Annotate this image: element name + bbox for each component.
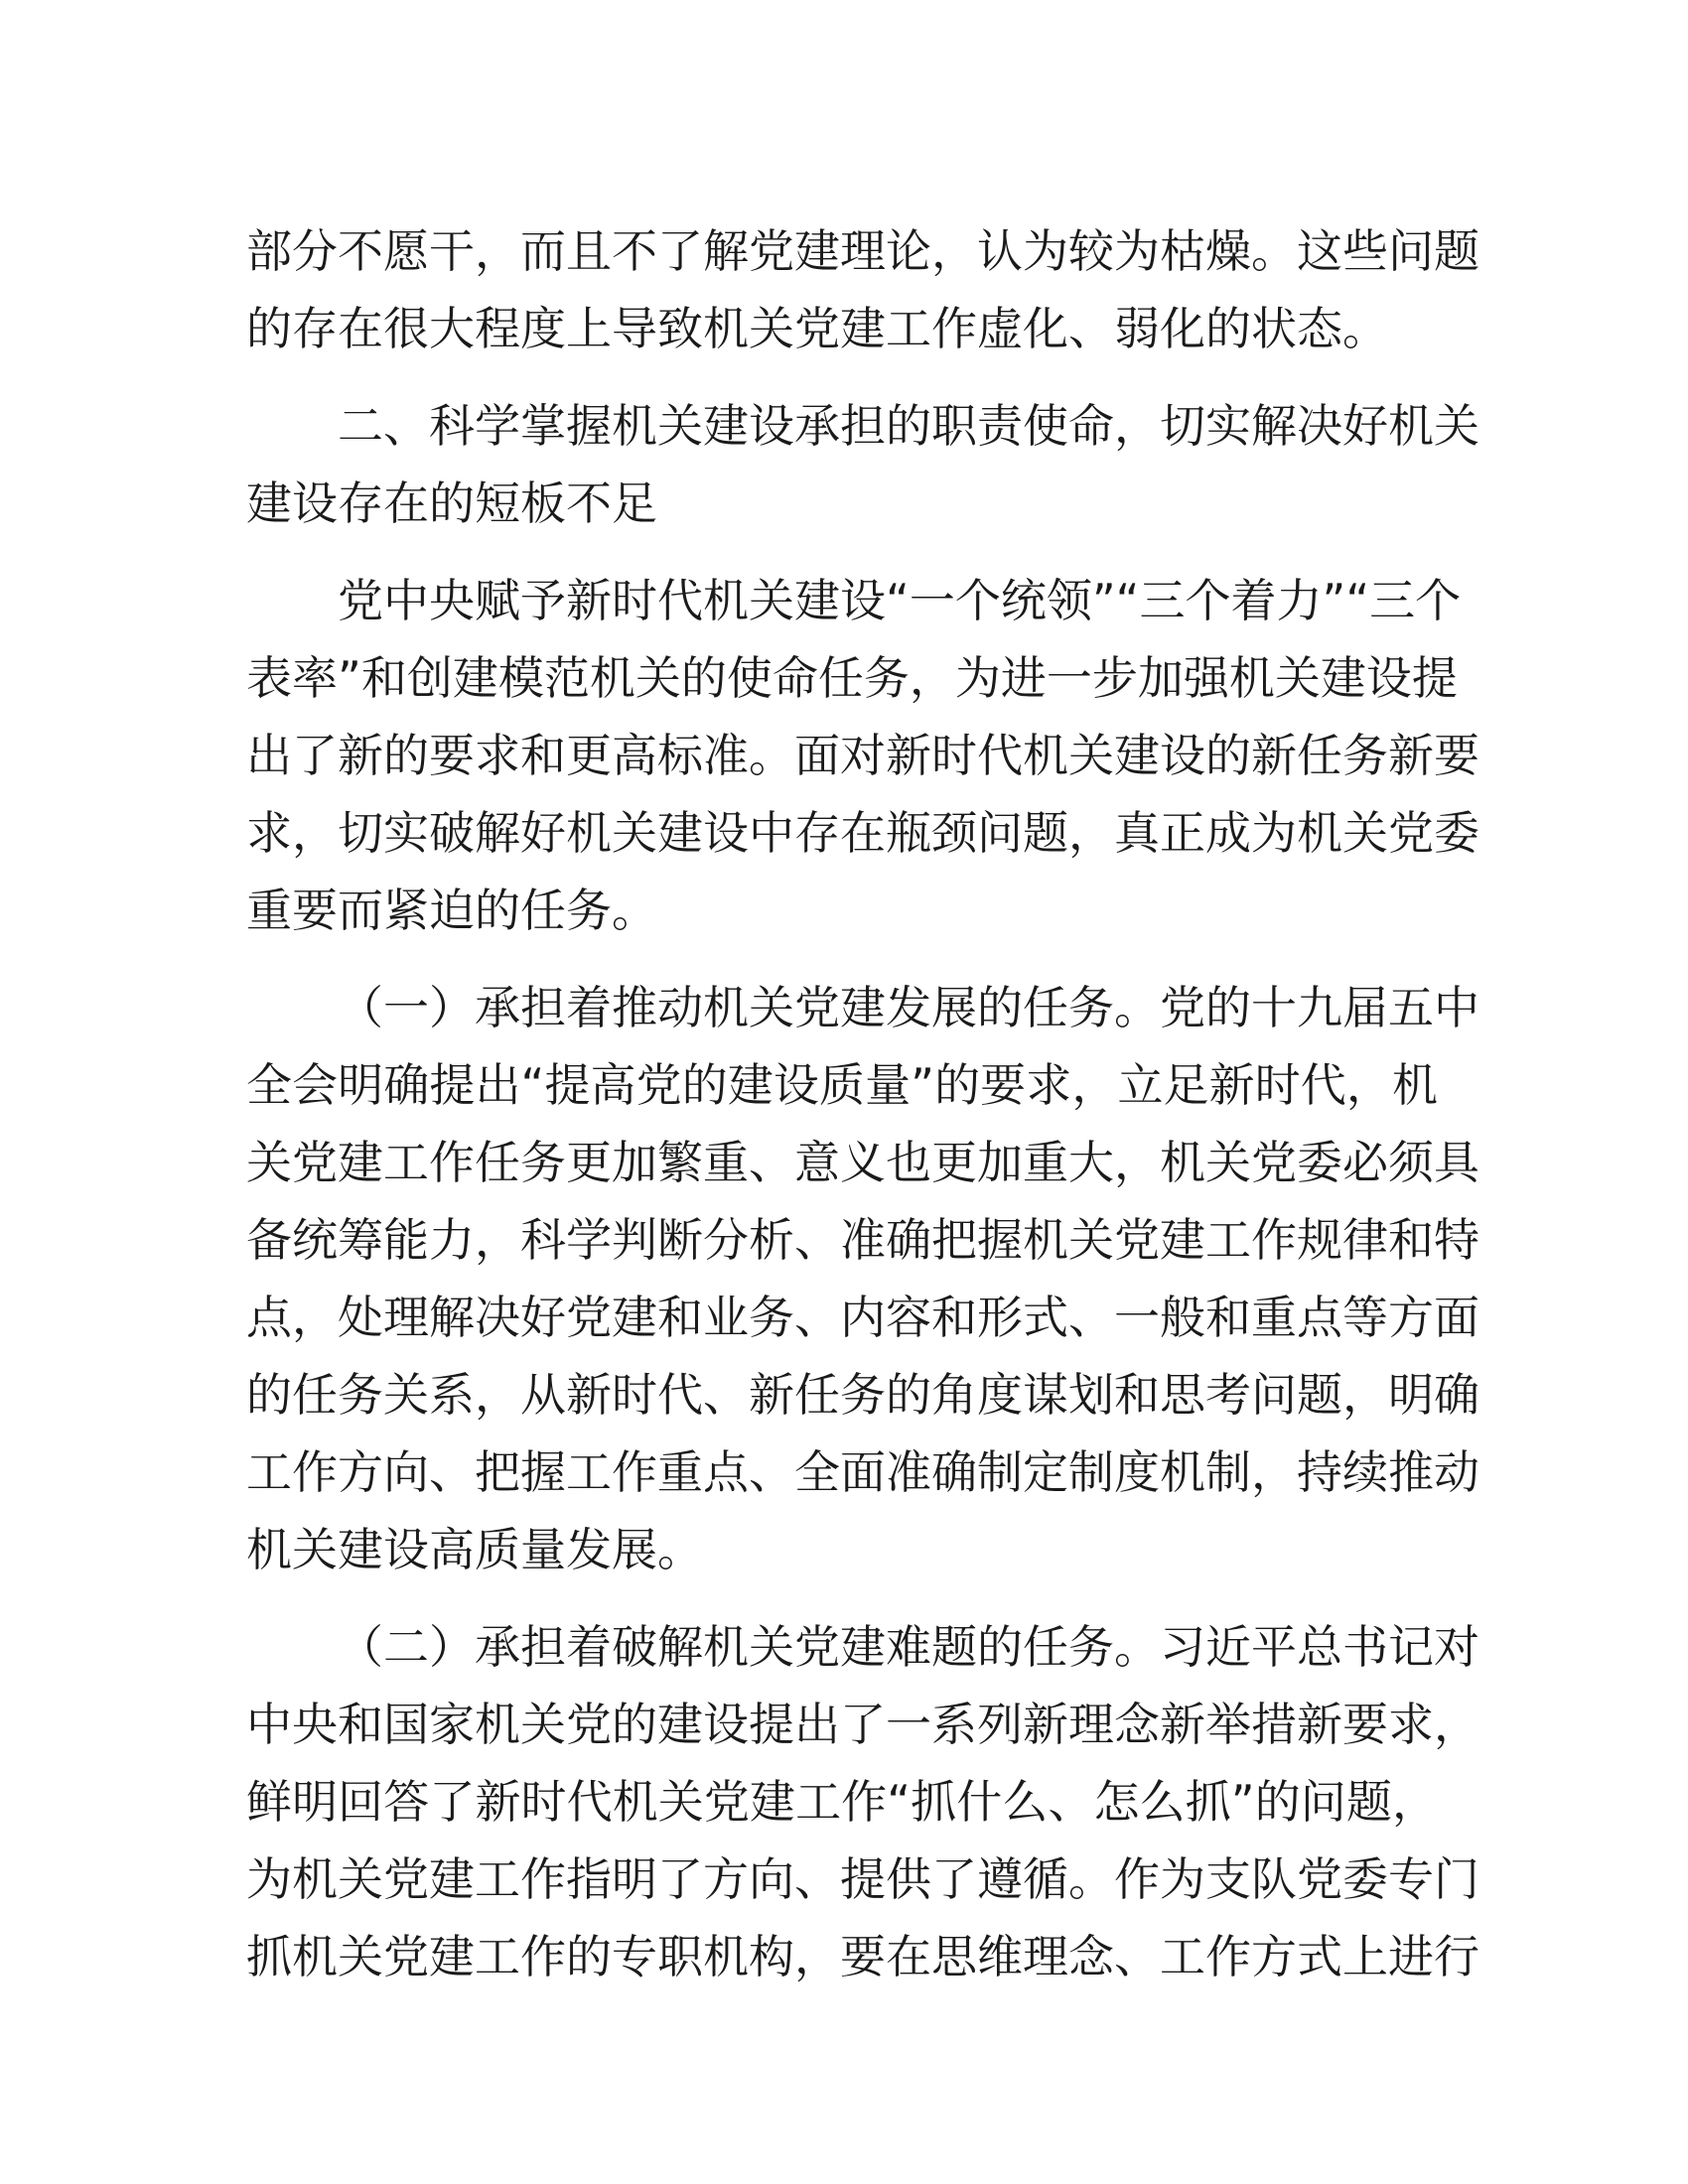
- text-line: 点，处理解决好党建和业务、内容和形式、一般和重点等方面: [246, 1291, 1479, 1344]
- text-line: 部分不愿干，而且不了解党建理论，认为较为枯燥。这些问题: [246, 224, 1479, 278]
- paragraph-3: [246, 562, 1479, 949]
- text-line: 出了新的要求和更高标准。面对新时代机关建设的新任务新要: [246, 729, 1479, 782]
- text-line: 求，切实破解好机关建设中存在瓶颈问题，真正成为机关党委: [246, 806, 1479, 860]
- text-line: 党中央赋予新时代机关建设“一个统领”“三个着力”“三个: [338, 574, 1462, 627]
- text-line: 全会明确提出“提高党的建设质量”的要求，立足新时代，机: [246, 1058, 1438, 1112]
- text-line: 的存在很大程度上导致机关党建工作虚化、弱化的状态。: [246, 302, 1388, 355]
- text-line: 抓机关党建工作的专职机构，要在思维理念、工作方式上进行: [246, 1930, 1479, 1983]
- text-line: 鲜明回答了新时代机关党建工作“抓什么、怎么抓”的问题，: [246, 1775, 1438, 1829]
- text-line: 备统筹能力，科学判断分析、准确把握机关党建工作规律和特: [246, 1213, 1479, 1267]
- paragraph-1: [246, 212, 1479, 367]
- text-line: 的任务关系，从新时代、新任务的角度谋划和思考问题，明确: [246, 1368, 1479, 1422]
- text-line: 二、科学掌握机关建设承担的职责使命，切实解决好机关: [338, 399, 1479, 453]
- text-line: 建设存在的短板不足: [246, 477, 657, 530]
- text-line: （一）承担着推动机关党建发展的任务。党的十九届五中: [338, 981, 1479, 1034]
- document-body: [246, 212, 1479, 1995]
- section-heading-2: [246, 387, 1479, 542]
- text-line: 机关建设高质量发展。: [246, 1523, 703, 1576]
- text-line: 关党建工作任务更加繁重、意义也更加重大，机关党委必须具: [246, 1136, 1479, 1189]
- paragraph-5: [246, 1608, 1479, 1995]
- text-line: 表率”和创建模范机关的使命任务，为进一步加强机关建设提: [246, 651, 1458, 705]
- text-line: 重要而紧迫的任务。: [246, 884, 657, 937]
- text-line: 为机关党建工作指明了方向、提供了遵循。作为支队党委专门: [246, 1852, 1479, 1906]
- paragraph-4: [246, 969, 1479, 1588]
- text-line: 中央和国家机关党的建设提出了一系列新理念新举措新要求，: [246, 1698, 1479, 1751]
- text-line: 工作方向、把握工作重点、全面准确制定制度机制，持续推动: [246, 1445, 1479, 1499]
- text-line: （二）承担着破解机关党建难题的任务。习近平总书记对: [338, 1620, 1479, 1674]
